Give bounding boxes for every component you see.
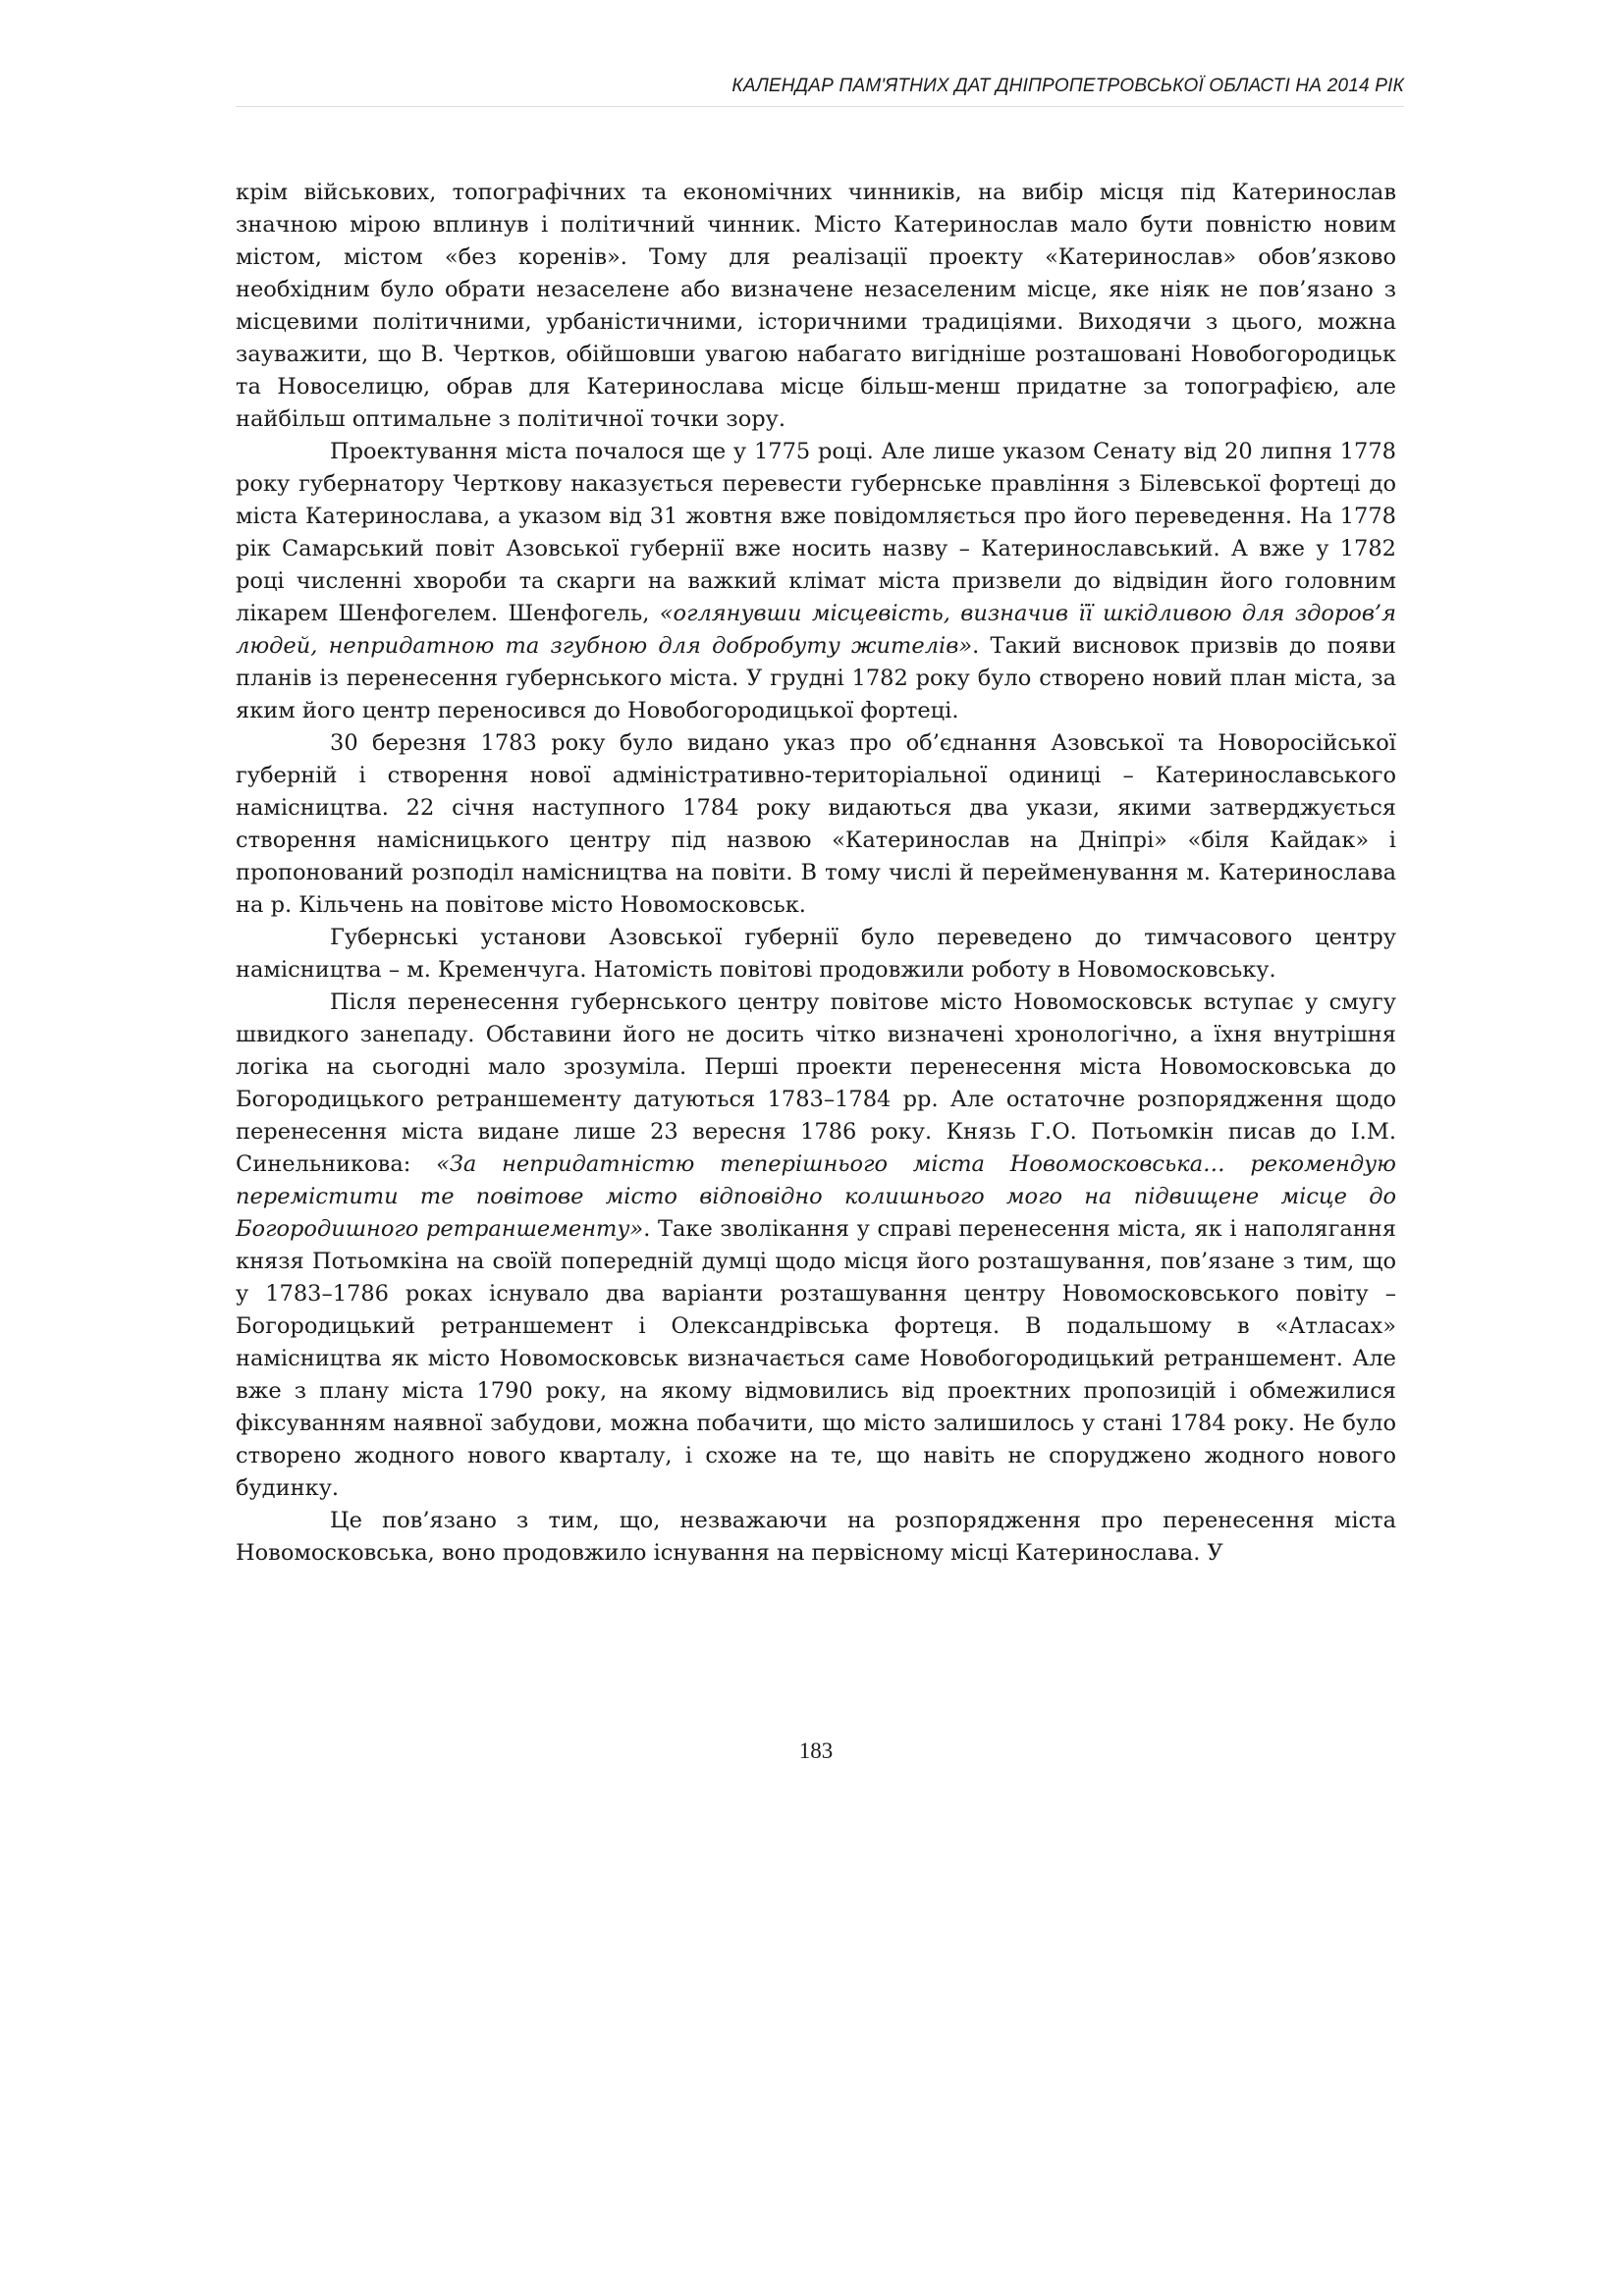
paragraph-4-text: Губернські установи Азовської губернії було переведено до тимчасового центру намісництва – м. Кременчуга. Натомість повітові продовжили роботу в Новомосковську.	[236, 925, 1396, 983]
paragraph-1	[236, 177, 1396, 436]
paragraph-5-quote: «За непридатністю теперішнього міста Новомосковська… рекомендую перемістити те повітове місто відповідно колишнього мого на підвищене місце до Богородишного ретраншементу»	[236, 1151, 1396, 1242]
paragraph-1-text: крім військових, топографічних та економічних чинників, на вибір місця під Катеринослав значною мірою вплинув і політичний чинник. Місто Катеринослав мало бути повністю новим містом, містом «без коренів». Тому для реалізації проекту «Катеринослав» обов’язково необхідним було обрати незаселене або визначене незаселеним місце, яке ніяк не пов’язано з місцевими політичними, урбаністичними, історичними традиціями. Виходячи з цього, можна зауважити, що В. Чертков, обійшовши увагою набагато вигідніше розташовані Новобогородицьк та Новоселицю, обрав для Катеринослава місце більш-менш придатне за топографією, але найбільш оптимальне з політичної точки зору.	[236, 180, 1396, 432]
paragraph-3-text: 30 березня 1783 року було видано указ про об’єднання Азовської та Новоросійської губерній і створення нової адміністративно-територіальної одиниці – Катеринославського намісництва. 22 січня наступного 1784 року видаються два укази, якими затверджується створення намісницького центру під назвою «Катеринослав на Дніпрі» «біля Кайдак» і пропонований розподіл намісництва на повіти. В тому числі й перейменування м. Катеринослава на р. Кільчень на повітове місто Новомосковськ.	[236, 730, 1396, 918]
paragraph-2-text-b: . Такий висновок призвів до появи планів із перенесення губернського міста. У грудні 1782 року було створено новий план міста, за яким його центр переносився до Новобогородицької фортеці.	[236, 633, 1396, 723]
paragraph-2-quote: «оглянувши місцевість, визначив її шкідливою для здоров’я людей, непридатною та згубною для добробуту жителів»	[236, 601, 1396, 659]
header-divider	[236, 106, 1404, 107]
paragraph-4	[236, 922, 1396, 987]
running-header: КАЛЕНДАР ПАМ'ЯТНИХ ДАТ ДНІПРОПЕТРОВСЬКОЇ ОБЛАСТІ НА 2014 РІК	[731, 76, 1404, 96]
paragraph-6-text: Це пов’язано з тим, що, незважаючи на розпорядження про перенесення міста Новомосковська, воно продовжило існування на первісному місці Катеринослава. У	[236, 1508, 1396, 1566]
paragraph-6	[236, 1505, 1396, 1570]
paragraph-5-text-a: Після перенесення губернського центру повітове місто Новомосковськ вступає у смугу швидкого занепаду. Обставини його не досить чітко визначені хронологічно, а їхня внутрішня логіка на сьогодні мало зрозуміла. Перші проекти перенесення міста Новомосковська до Богородицького ретраншементу датуються 1783–1784 рр. Але остаточне розпорядження щодо перенесення міста видане лише 23 вересня 1786 року. Князь Г.О. Потьомкін писав до І.М. Синельникова:	[236, 989, 1396, 1177]
paragraph-2-text-a: Проектування міста почалося ще у 1775 році. Але лише указом Сенату від 20 липня 1778 року губернатору Черткову наказується перевести губернське правління з Білевської фортеці до міста Катеринослава, а указом від 31 жовтня вже повідомляється про його переведення. На 1778 рік Самарський повіт Азовської губернії вже носить назву – Катеринославський. А вже у 1782 році численні хвороби та скарги на важкий клімат міста призвели до відвідин його головним лікарем Шенфогелем. Шенфогель,	[236, 439, 1396, 626]
paragraph-5	[236, 987, 1396, 1505]
paragraph-3	[236, 727, 1396, 922]
page-number: 183	[798, 1738, 834, 1763]
paragraph-2	[236, 436, 1396, 727]
body-text	[236, 177, 1396, 1570]
paragraph-5-text-b: . Таке зволікання у справі перенесення міста, як і наполягання князя Потьомкіна на своїй попередній думці щодо місця його розташування, пов’язане з тим, що у 1783–1786 роках існувало два варіанти розташування центру Новомосковського повіту – Богородицький ретраншемент і Олександрівська фортеця. В подальшому в «Атласах» намісництва як місто Новомосковськ визначається саме Новобогородицький ретраншемент. Але вже з плану міста 1790 року, на якому відмовились від проектних пропозицій і обмежилися фіксуванням наявної забудови, можна побачити, що місто залишилось у стані 1784 року. Не було створено жодного нового кварталу, і схоже на те, що навіть не споруджено жодного нового будинку.	[236, 1216, 1396, 1501]
